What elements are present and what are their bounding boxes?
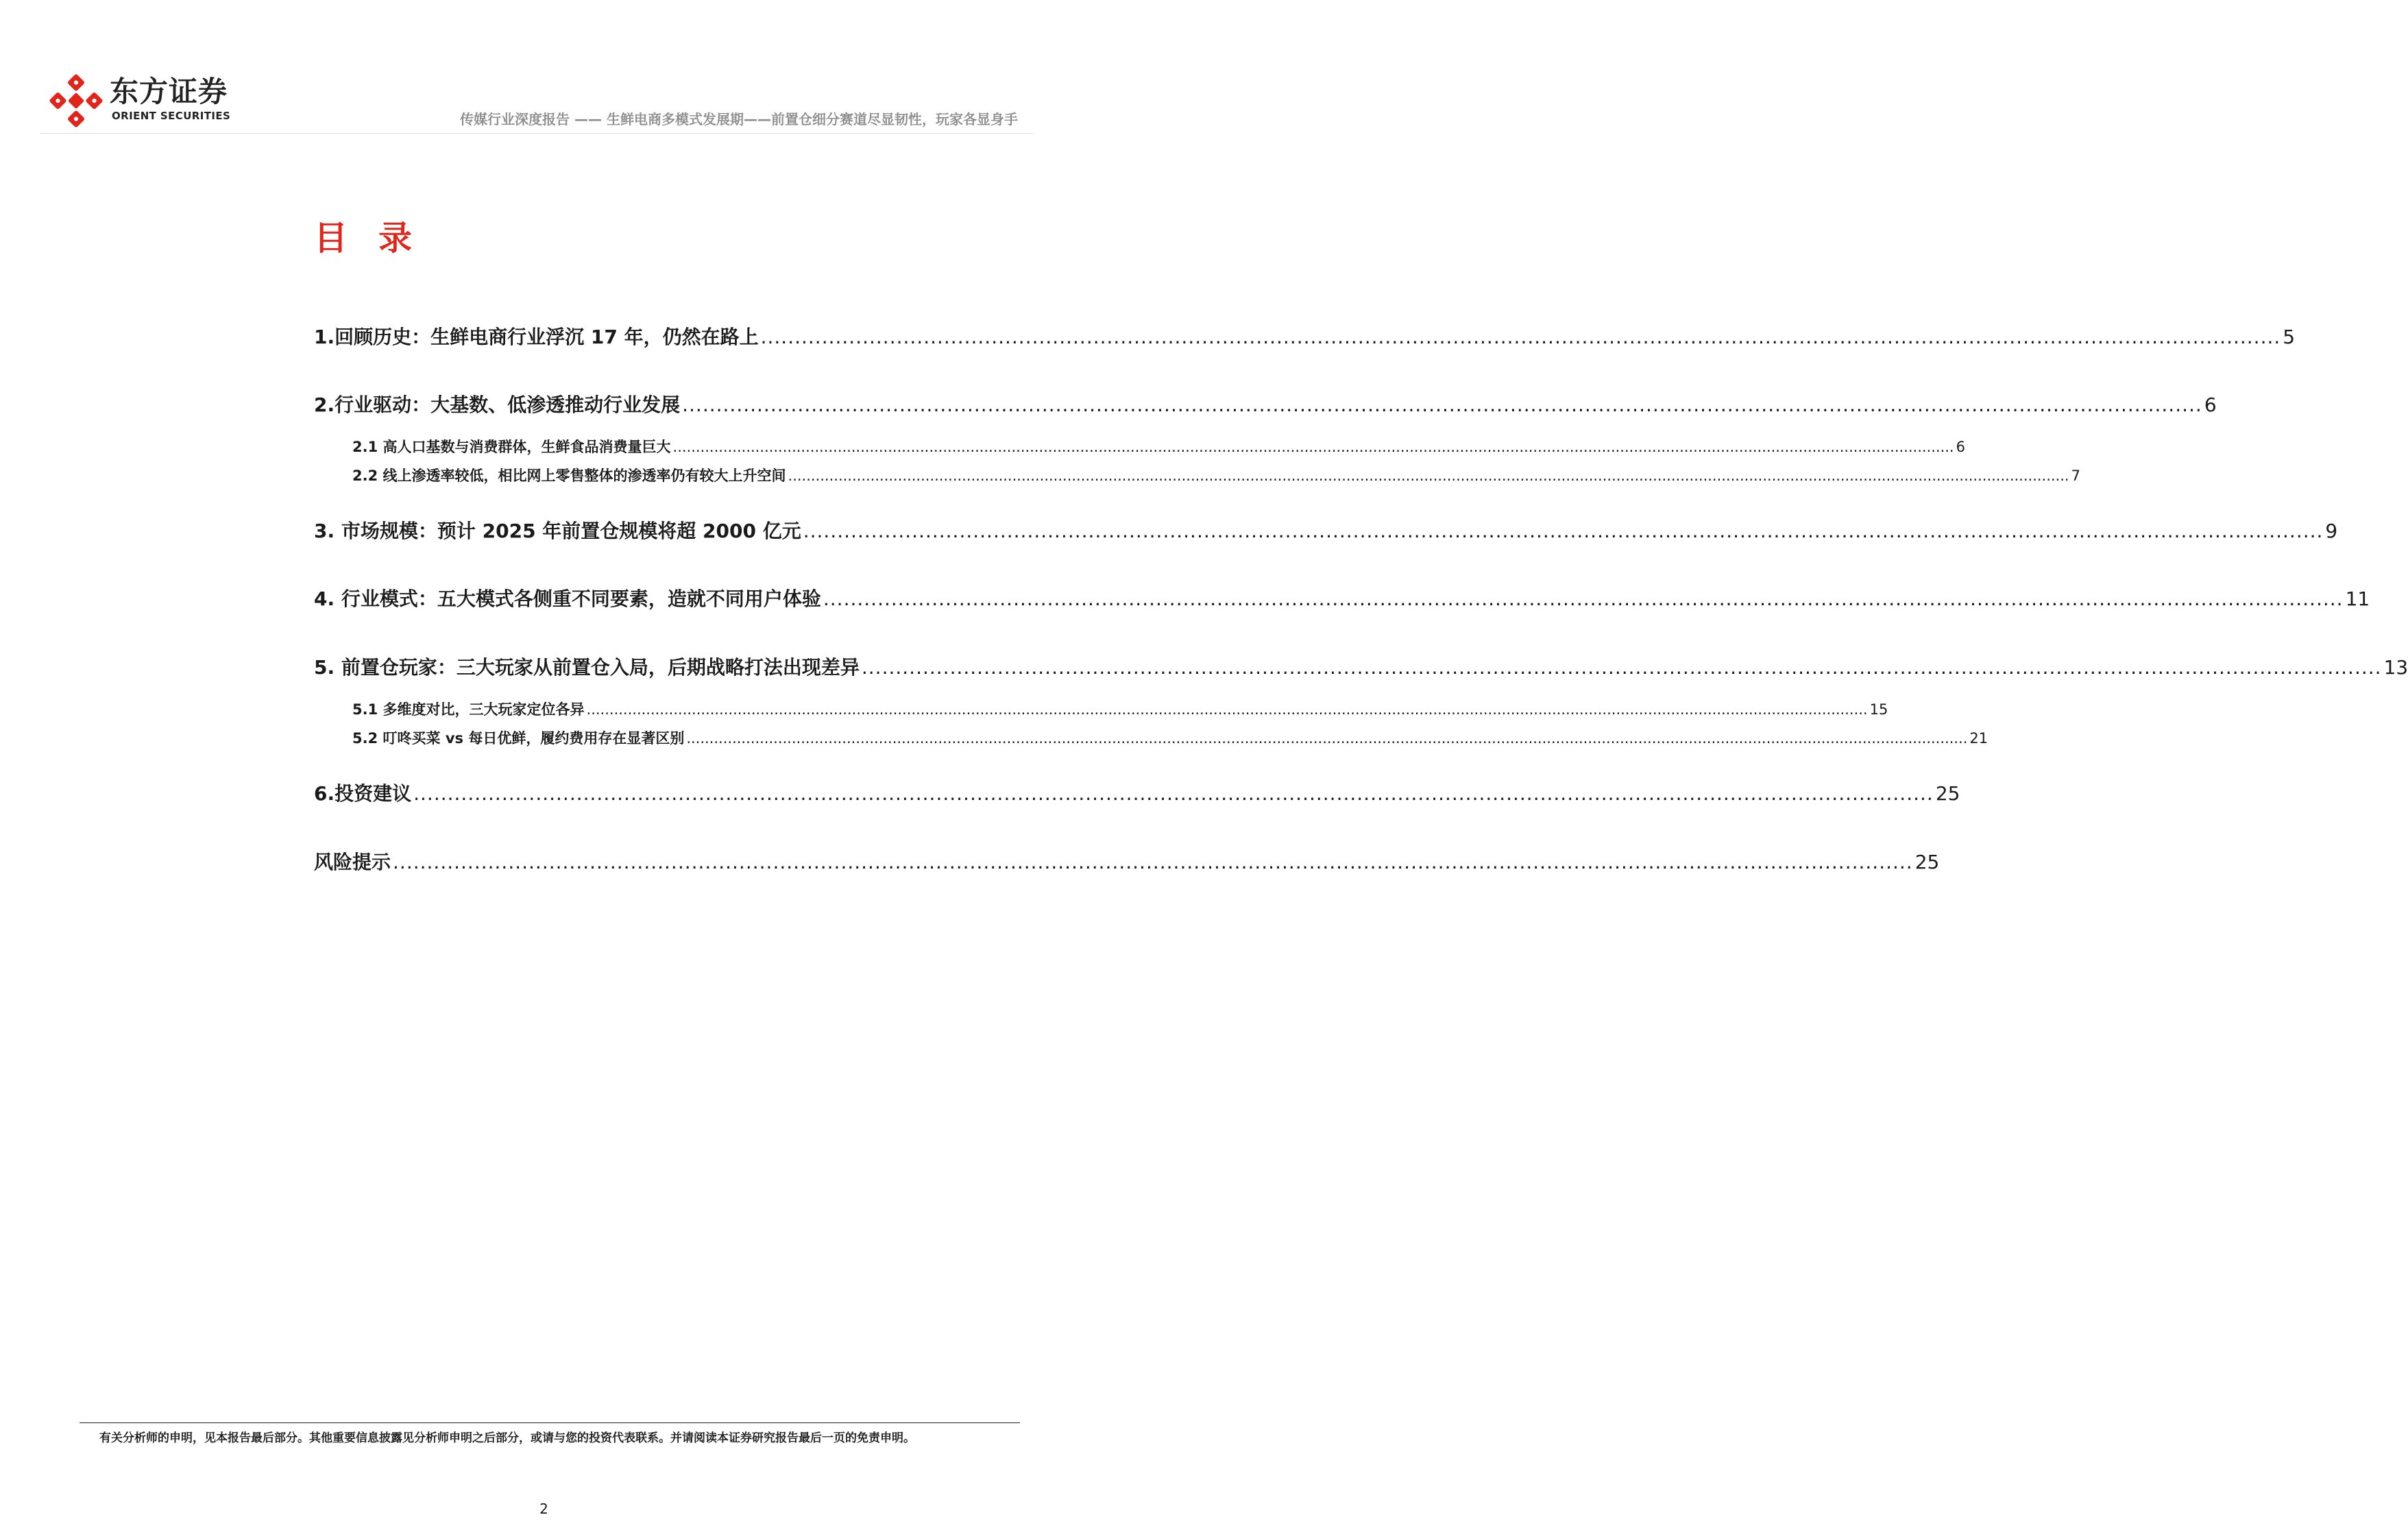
toc-entry-page: 25 — [1935, 782, 1960, 805]
logo-english-name: ORIENT SECURITIES — [112, 110, 231, 122]
toc-entry-label: 1.回顾历史：生鲜电商行业浮沉 17 年，仍然在路上 — [314, 326, 759, 348]
toc-entry[interactable] — [314, 584, 2370, 611]
toc-entry-label: 5.2 叮咚买菜 vs 每日优鲜，履约费用存在显著区别 — [352, 730, 685, 747]
toc-entry[interactable] — [314, 779, 1960, 806]
toc-entry[interactable] — [314, 322, 2296, 350]
page-number: 2 — [539, 1501, 548, 1517]
toc-entry-label: 风险提示 — [314, 851, 391, 873]
toc-dot-leader: ........................................................................................................................................................................................................................................................................................ — [686, 730, 1968, 747]
report-title: 传媒行业深度报告 —— 生鲜电商多模式发展期——前置仓细分赛道尽显韧性，玩家各显身手 — [460, 111, 1018, 128]
toc-entry-page: 21 — [1969, 730, 1989, 747]
toc-dot-leader: ................................................................................................................................................................................................................................ — [393, 851, 1913, 873]
toc-entry-page: 11 — [2345, 587, 2370, 610]
toc-dot-leader: ................................................................................................................................................................................................................................ — [760, 326, 2281, 348]
toc-dot-leader: ................................................................................................................................................................................................................................ — [803, 520, 2324, 542]
toc-entry-page: 6 — [1956, 439, 1965, 455]
footer-divider — [80, 1422, 1020, 1423]
toc-dot-leader: ........................................................................................................................................................................................................................................................................................ — [586, 701, 1868, 718]
analyst-disclaimer: 有关分析师的申明，见本报告最后部分。其他重要信息披露见分析师申明之后部分，或请与您的投资代表联系。并请阅读本证券研究报告最后一页的免责申明。 — [99, 1431, 915, 1445]
toc-entry-label: 5.1 多维度对比，三大玩家定位各异 — [352, 701, 585, 718]
toc-entry-label: 2.2 线上渗透率较低，相比网上零售整体的渗透率仍有较大上升空间 — [352, 468, 786, 484]
toc-entry-label: 6.投资建议 — [314, 782, 412, 805]
orient-securities-logo-icon — [49, 74, 103, 128]
toc-entry-page: 9 — [2325, 520, 2338, 542]
toc-entry-page: 25 — [1914, 851, 1940, 873]
toc-entry-page: 6 — [2204, 393, 2217, 416]
toc-entry[interactable] — [314, 390, 2217, 417]
toc-entry-page: 5 — [2283, 326, 2296, 348]
toc-subentry[interactable] — [352, 436, 1965, 457]
toc-entry-label: 2.1 高人口基数与消费群体，生鲜食品消费量巨大 — [352, 439, 671, 455]
toc-entry-label: 2.行业驱动：大基数、低渗透推动行业发展 — [314, 393, 681, 416]
toc-dot-leader: ................................................................................................................................................................................................................................ — [861, 656, 2382, 679]
page-header — [0, 0, 1088, 137]
toc-entry-page: 13 — [2383, 656, 2408, 679]
toc-dot-leader: ........................................................................................................................................................................................................................................................................................ — [672, 439, 1954, 455]
toc-entry-label: 5. 前置仓玩家：三大玩家从前置仓入局，后期战略打法出现差异 — [314, 656, 860, 679]
toc-dot-leader: ................................................................................................................................................................................................................................ — [823, 587, 2344, 610]
toc-dot-leader: ........................................................................................................................................................................................................................................................................................ — [788, 468, 2069, 484]
toc-subentry[interactable] — [352, 699, 1888, 719]
toc-dot-leader: ................................................................................................................................................................................................................................ — [682, 393, 2202, 416]
toc-entry[interactable] — [314, 516, 2338, 544]
toc-subentry[interactable] — [352, 727, 1989, 748]
toc-entry-page: 15 — [1869, 701, 1888, 718]
toc-subentry[interactable] — [352, 465, 2080, 485]
logo-chinese-name: 东方证券 — [110, 75, 228, 108]
toc-entry-label: 3. 市场规模：预计 2025 年前置仓规模将超 2000 亿元 — [314, 520, 801, 542]
header-divider — [40, 133, 1034, 134]
toc-entry-label: 4. 行业模式：五大模式各侧重不同要素，造就不同用户体验 — [314, 587, 821, 610]
toc-entry-page: 7 — [2071, 468, 2080, 484]
toc-dot-leader: ................................................................................................................................................................................................................................ — [413, 782, 1934, 805]
toc-entry[interactable] — [314, 847, 1940, 875]
toc-entry[interactable] — [314, 653, 2408, 680]
toc-heading: 目 录 — [314, 219, 422, 258]
